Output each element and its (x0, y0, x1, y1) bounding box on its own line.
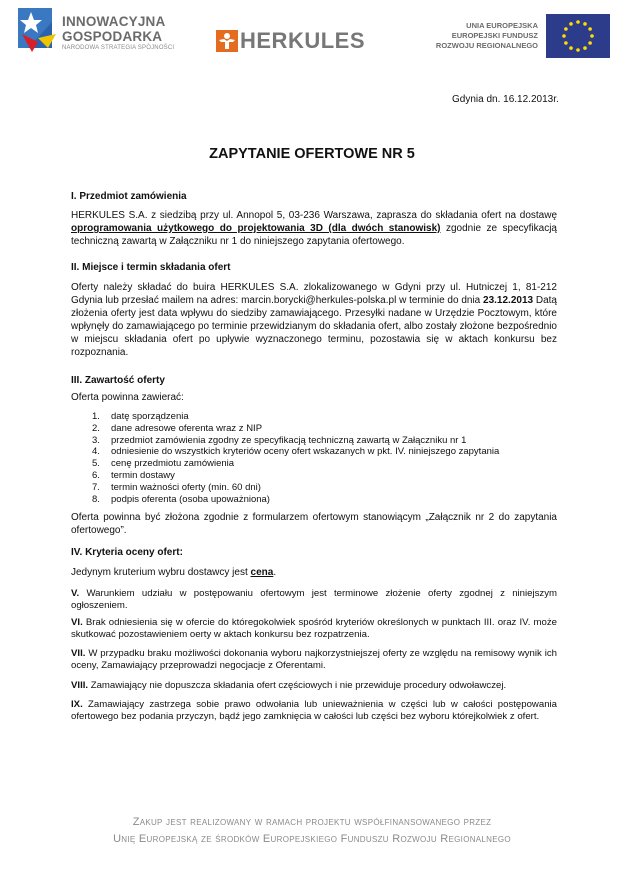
list-item-text: cenę przedmiotu zamówienia (111, 458, 235, 470)
s4-text-c: . (273, 567, 277, 578)
section-3-heading: III. Zawartość oferty (71, 375, 165, 386)
section-3-list (71, 411, 571, 505)
eu-star-icon (569, 22, 573, 26)
s2-deadline: 23.12.2013 (483, 295, 534, 306)
eu-line2: EUROPEJSKI FUNDUSZ (451, 31, 538, 40)
s1-text-c: zgodnie ze specyfikacją techniczną zawartą w Załączniku nr 1 do niniejszego zapytania ofertowego. (71, 223, 557, 247)
section-7 (71, 648, 557, 672)
eu-line1: UNIA EUROPEJSKA (466, 21, 538, 30)
s7-text: W przypadku braku możliwości dokonania wyboru najkorzystniejszej oferty ze względu na remisowy wynik ich oceny, Zamawiający przeprowadzi negocjacje z Oferentami. (71, 648, 557, 671)
eu-star-icon (569, 46, 573, 50)
list-item-number: 7. (92, 481, 100, 493)
s7-number: VII. (71, 648, 86, 659)
eu-star-icon (583, 46, 587, 50)
s2-text-a: Oferty należy składać do buira HERKULES S.A. zlokalizowanego w Gdyni przy ul. Hutniczej 1, 81-212 Gdynia lub przesłać mailem na adres: marcin.borycki@herkules-polska.pl w terminie do dnia (71, 282, 557, 306)
list-item (71, 435, 571, 447)
list-item (71, 470, 571, 482)
eu-star-icon (588, 41, 592, 45)
list-item-number: 2. (92, 422, 100, 434)
list-item-text: termin ważności oferty (min. 60 dni) (111, 481, 261, 493)
s5-number: V. (71, 588, 80, 599)
section-2-paragraph (71, 281, 557, 359)
eu-star-icon (564, 27, 568, 31)
s8-text: Zamawiający nie dopuszcza składania ofert częściowych i nie przewiduje procedury odwoławczej. (88, 680, 507, 691)
section-5 (71, 588, 557, 612)
s6-number: VI. (71, 617, 83, 628)
section-9 (71, 699, 557, 723)
list-item (71, 482, 571, 494)
s9-number: IX. (71, 699, 83, 710)
s4-text-a: Jedynym kruterium wybru dostawcy jest (71, 567, 251, 578)
list-item-number: 4. (92, 446, 100, 458)
eu-star-icon (588, 27, 592, 31)
list-item-text: przedmiot zamówienia zgodny ze specyfikacją techniczną zawartą w Załączniku nr 1 (111, 434, 467, 446)
section-3-closing: Oferta powinna być złożona zgodnie z formularzem ofertowym stanowiącym „Załącznik nr 2 do zapytania ofertowego”. (71, 512, 557, 536)
list-item (71, 494, 571, 506)
s5-text: Warunkiem udziału w postępowaniu ofertowym jest terminowe złożenie oferty zgodnej z niniejszym ogłoszeniem. (71, 588, 557, 611)
section-1-heading: I. Przedmiot zamówienia (71, 191, 187, 202)
list-item-number: 1. (92, 411, 100, 422)
list-item (71, 458, 571, 470)
list-item-text: termin dostawy (111, 469, 175, 481)
section-4-heading: IV. Kryteria oceny ofert: (71, 547, 183, 558)
eu-star-icon (564, 41, 568, 45)
s4-criterion: cena (250, 567, 274, 578)
section-3-intro: Oferta powinna zawierać: (71, 392, 184, 403)
document-date: Gdynia dn. 16.12.2013r. (452, 94, 559, 105)
list-item-text: podpis oferenta (osoba upoważniona) (111, 493, 270, 505)
s1-text-underlined: oprogramowania użytkowego do projektowania 3D (dla dwóch stanowisk) (71, 223, 441, 234)
footer-line2: Unię Europejską ze środków Europejskiego Funduszu Rozwoju Regionalnego (113, 833, 511, 845)
ig-logo-line2: GOSPODARKA (62, 29, 163, 44)
innowacyjna-gospodarka-logo (18, 8, 58, 56)
s8-number: VIII. (71, 680, 89, 691)
eu-star-icon (590, 34, 594, 38)
herkules-logo-text: HERKULES (240, 28, 366, 53)
footer-line1: Zakup jest realizowany w ramach projektu współfinansowanego przez (132, 816, 492, 828)
eu-star-icon (576, 20, 580, 24)
eu-star-icon (583, 22, 587, 26)
list-item-text: dane adresowe oferenta wraz z NIP (111, 422, 263, 434)
list-item-text: odniesienie do wszystkich kryteriów oceny ofert wskazanych w pkt. IV. niniejszego zapytania (111, 446, 500, 458)
eu-logo-text (436, 21, 538, 51)
list-item (71, 423, 571, 435)
s6-text: Brak odniesienia się w ofercie do któregokolwiek spośród kryteriów określonych w punktach III. oraz IV. może skutkować pozostawieniem oerty w aktach konkursu bez rozpatrzenia. (71, 617, 557, 640)
document-title: ZAPYTANIE OFERTOWE NR 5 (209, 146, 415, 162)
list-item-number: 5. (92, 458, 100, 470)
ig-logo-line1: INNOWACYJNA (62, 14, 166, 29)
list-item-number: 8. (92, 493, 100, 505)
s1-text-a: HERKULES S.A. z siedzibą przy ul. Annopol 5, 03-236 Warszawa, zaprasza do składania ofert na dostawę (71, 210, 557, 221)
eu-flag-icon (546, 14, 610, 58)
ig-logo-line3: NARODOWA STRATEGIA SPÓJNOŚCI (62, 45, 175, 51)
list-item-number: 6. (92, 469, 100, 481)
list-item-number: 3. (92, 434, 100, 446)
list-item-text: datę sporządzenia (111, 411, 189, 422)
s2-text-c: Datą złożenia oferty jest data wpływu do siedziby zamawiającego. Przesyłki nadane w Urzędzie Pocztowym, które wpłynęły do zamawiającego po terminie przewidzianym do składania ofert, albo zostały złożone bezpośrednio w miejscu składania ofert po upływie wyznaczonego terminu, pozostawia się w aktach konkursu bez rozpoznania. (71, 295, 557, 358)
section-1-paragraph (71, 209, 557, 248)
section-6 (71, 617, 557, 641)
list-item (71, 411, 571, 423)
section-8 (71, 680, 571, 692)
section-4-paragraph (71, 567, 276, 578)
list-item (71, 446, 571, 458)
section-2-heading: II. Miejsce i termin składania ofert (71, 262, 231, 273)
s9-text: Zamawiający zastrzega sobie prawo odwołania lub unieważnienia w części lub w całości postępowania ofertowego bez podania przyczyn, bądź jego zamknięcia w całości lub części bez wyboru którejkolwiek z ofert. (71, 699, 557, 722)
herkules-logo-icon (216, 30, 238, 52)
eu-star-icon (576, 48, 580, 52)
eu-star-icon (562, 34, 566, 38)
eu-line3: ROZWOJU REGIONALNEGO (435, 41, 538, 50)
